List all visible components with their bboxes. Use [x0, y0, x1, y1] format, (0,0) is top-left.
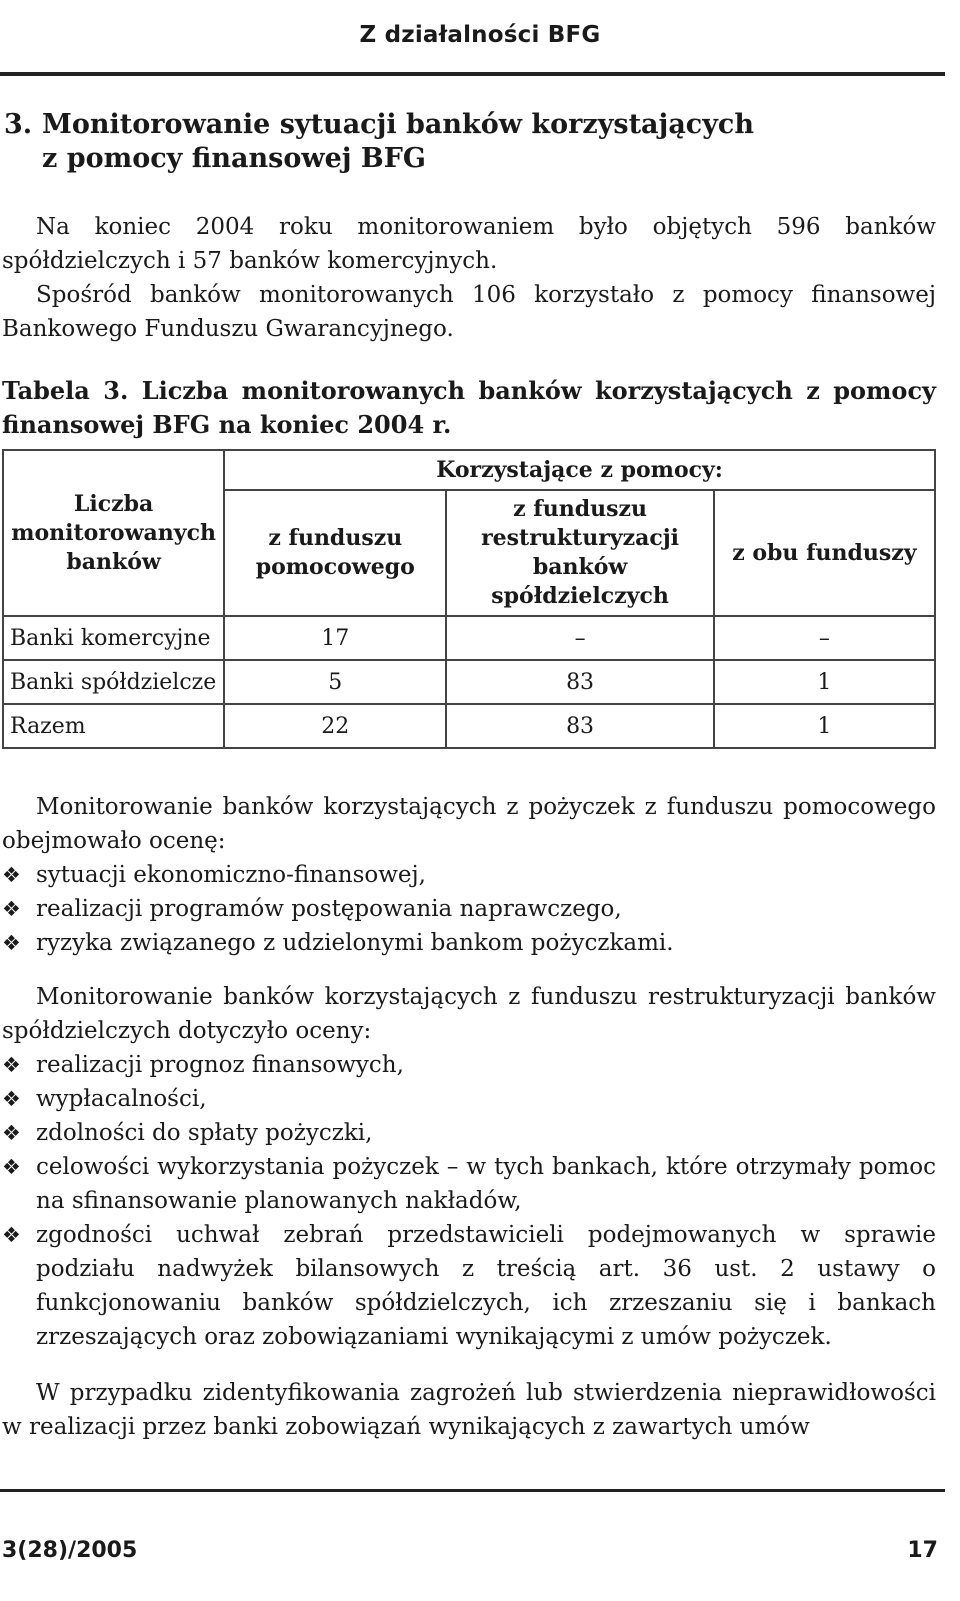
- diamond-bullet-icon: ❖: [2, 897, 21, 921]
- block2-bullet-list: [0, 1048, 936, 1354]
- intro-paragraph-2: Spośród banków monitorowanych 106 korzystało z pomocy finansowej Bankowego Funduszu Gwarancyjnego.: [2, 282, 936, 342]
- row-label: Banki komercyjne: [3, 616, 224, 660]
- header-group: Korzystające z pomocy:: [224, 450, 935, 490]
- cell-restrukturyzacji: 83: [446, 660, 713, 704]
- list-item: ❖ celowości wykorzystania pożyczek – w tych bankach, które otrzymały pomoc na sfinansowanie planowanych nakładów,: [0, 1150, 936, 1218]
- section-title-line2: z pomocy finansowej BFG: [42, 143, 426, 174]
- diamond-bullet-icon: ❖: [2, 931, 21, 955]
- row-label: Banki spółdzielcze: [3, 660, 224, 704]
- diamond-bullet-icon: ❖: [2, 1223, 21, 1247]
- table-row: [3, 660, 935, 704]
- footer-rule: [0, 1489, 945, 1492]
- list-item: ❖ zgodności uchwał zebrań przedstawicieli podejmowanych w sprawie podziału nadwyżek bilansowych z treścią art. 36 ust. 2 ustawy o funkcjonowaniu banków spółdzielczych, ich zrzeszaniu się i bankach zrzeszających oraz zobowiązaniami wynikającymi z umów pożyczek.: [0, 1218, 936, 1354]
- data-table: [2, 449, 936, 749]
- diamond-bullet-icon: ❖: [2, 1053, 21, 1077]
- block2-intro: Monitorowanie banków korzystających z funduszu restrukturyzacji banków spółdzielczych dotyczyło oceny:: [2, 984, 936, 1044]
- list-item: ❖ ryzyka związanego z udzielonymi bankom pożyczkami.: [0, 926, 936, 960]
- header-restrukturyzacji: z funduszu restrukturyzacji banków spółdzielczych: [446, 490, 713, 616]
- diamond-bullet-icon: ❖: [2, 1155, 21, 1179]
- list-item: ❖ realizacji programów postępowania naprawczego,: [0, 892, 936, 926]
- list-item: ❖ wypłacalności,: [0, 1082, 936, 1116]
- row-label: Razem: [3, 704, 224, 748]
- cell-pomocowy: 22: [224, 704, 446, 748]
- diamond-bullet-icon: ❖: [2, 1121, 21, 1145]
- intro-paragraph-1: Na koniec 2004 roku monitorowaniem było objętych 596 banków spółdzielczych i 57 banków komercyjnych.: [2, 214, 936, 274]
- header-rule: [0, 72, 945, 76]
- diamond-bullet-icon: ❖: [2, 863, 21, 887]
- block1-intro: Monitorowanie banków korzystających z pożyczek z funduszu pomocowego obejmowało ocenę:: [2, 794, 936, 854]
- table-row: [3, 704, 935, 748]
- header-obu: z obu funduszy: [714, 490, 935, 616]
- cell-restrukturyzacji: –: [446, 616, 713, 660]
- running-header: Z działalności BFG: [359, 22, 601, 48]
- cell-restrukturyzacji: 83: [446, 704, 713, 748]
- section-number: 3.: [4, 109, 33, 140]
- header-liczba: Liczba monitorowanych banków: [3, 450, 224, 616]
- issue-number: 3(28)/2005: [2, 1538, 138, 1563]
- section-title-line1: Monitorowanie sytuacji banków korzystających: [42, 109, 755, 140]
- table-caption: Tabela 3. Liczba monitorowanych banków korzystających z pomocy finansowej BFG na koniec 2004 r.: [2, 376, 936, 439]
- list-item: ❖ sytuacji ekonomiczno-finansowej,: [0, 858, 936, 892]
- header-pomocowy: z funduszu pomocowego: [224, 490, 446, 616]
- list-item: ❖ zdolności do spłaty pożyczki,: [0, 1116, 936, 1150]
- cell-obu: 1: [714, 660, 935, 704]
- table-row: [3, 616, 935, 660]
- page-number: 17: [907, 1538, 938, 1563]
- cell-pomocowy: 17: [224, 616, 446, 660]
- cell-pomocowy: 5: [224, 660, 446, 704]
- block1-bullet-list: [0, 858, 936, 960]
- cell-obu: –: [714, 616, 935, 660]
- diamond-bullet-icon: ❖: [2, 1087, 21, 1111]
- closing-paragraph: W przypadku zidentyfikowania zagrożeń lub stwierdzenia nieprawidłowości w realizacji przez banki zobowiązań wynikających z zawartych umów: [2, 1380, 936, 1440]
- cell-obu: 1: [714, 704, 935, 748]
- list-item: ❖ realizacji prognoz finansowych,: [0, 1048, 936, 1082]
